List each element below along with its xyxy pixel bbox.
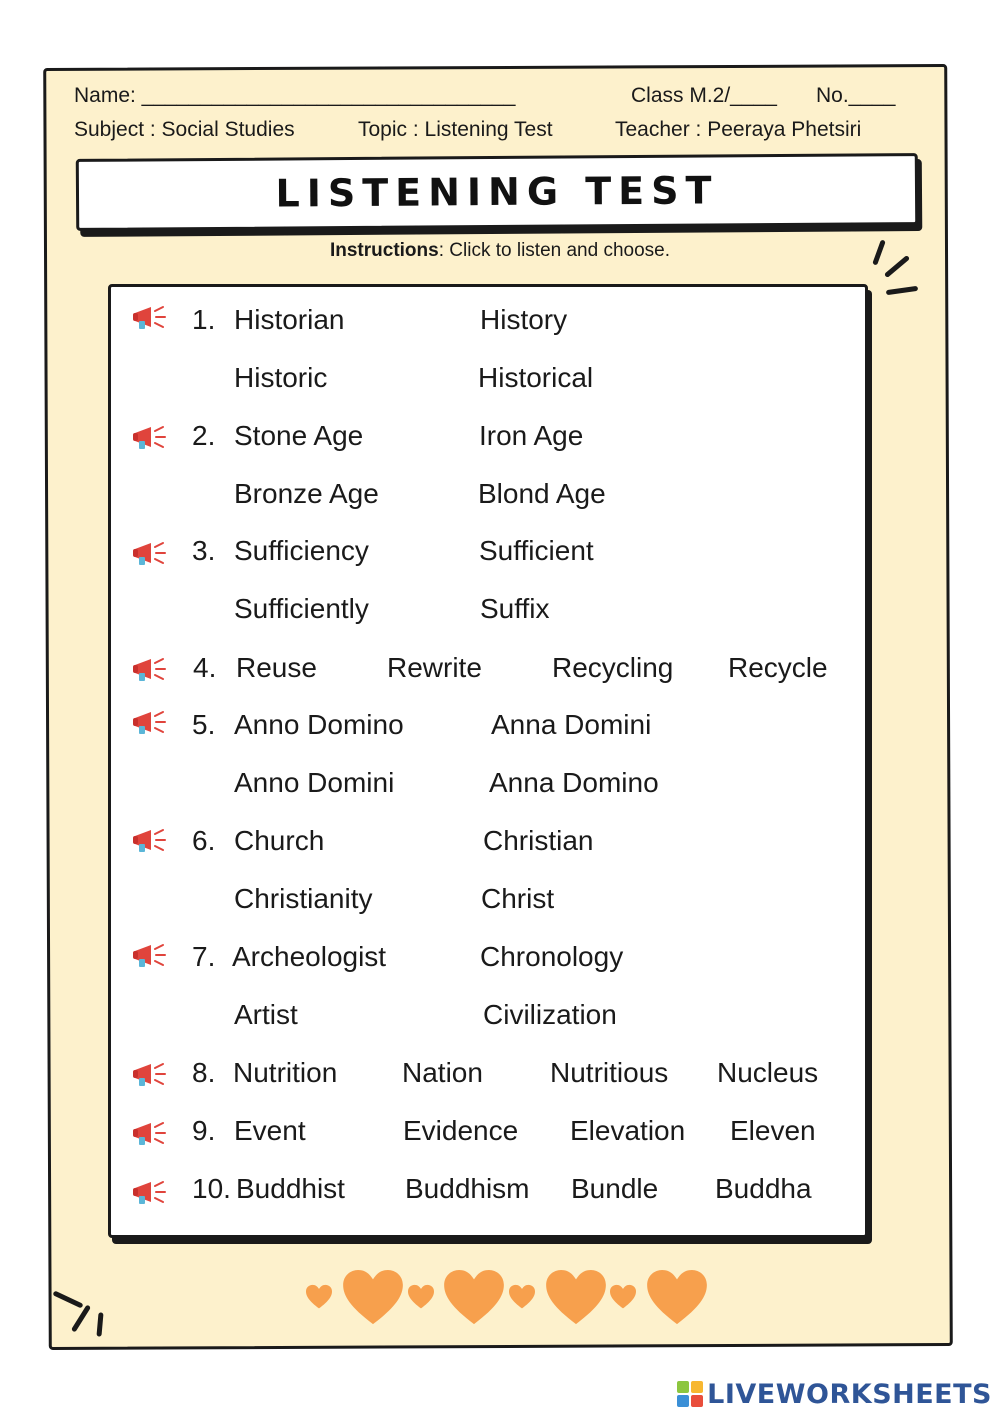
question-number: 1.	[192, 304, 216, 335]
instructions-heading: Instructions	[329, 240, 439, 261]
answer-option[interactable]: Sufficient	[479, 535, 594, 566]
answer-option[interactable]: Artist	[234, 999, 298, 1030]
number-field-label: No.____	[816, 84, 896, 107]
answer-option[interactable]: Chronology	[480, 941, 624, 972]
teacher-label: Teacher : Peeraya Phetsiri	[615, 118, 862, 141]
question-number: 3.	[192, 535, 216, 566]
answer-option[interactable]: Sufficiency	[234, 535, 369, 566]
answer-option[interactable]: Stone Age	[234, 420, 364, 451]
answer-option[interactable]: Nutritious	[550, 1057, 669, 1088]
question-row-10	[0, 1169, 1000, 1209]
heart-icon	[408, 1284, 434, 1310]
question-row-1b	[0, 358, 1000, 398]
answer-option[interactable]: Sufficiently	[234, 593, 369, 624]
brand-logo-icon	[677, 1381, 703, 1407]
answer-option[interactable]: Buddhism	[405, 1173, 530, 1204]
answer-option[interactable]: Anna Domino	[489, 767, 659, 798]
answer-option[interactable]: Church	[234, 825, 325, 856]
answer-option[interactable]: Elevation	[570, 1115, 686, 1146]
question-number: 4.	[193, 652, 217, 683]
answer-option[interactable]: Reuse	[236, 652, 317, 683]
question-row-6	[0, 821, 1000, 861]
hearts-decoration	[0, 1264, 1000, 1334]
question-row-4	[0, 648, 1000, 688]
question-row-2b	[0, 474, 1000, 514]
heart-icon	[444, 1270, 504, 1326]
answer-option[interactable]: Anno Domini	[234, 767, 395, 798]
question-row-2	[0, 416, 1000, 456]
heart-icon	[546, 1270, 606, 1326]
answer-option[interactable]: Historic	[234, 362, 328, 393]
instructions	[0, 240, 1000, 262]
question-row-1	[0, 300, 1000, 340]
heart-icon	[306, 1284, 332, 1310]
question-row-8	[0, 1053, 1000, 1093]
answer-option[interactable]: Nucleus	[717, 1057, 819, 1088]
answer-option[interactable]: Recycle	[728, 652, 828, 683]
question-number: 7.	[192, 941, 216, 972]
question-row-7	[0, 937, 1000, 977]
question-row-3b	[0, 589, 1000, 629]
answer-option[interactable]: History	[480, 304, 568, 335]
answer-option[interactable]: Blond Age	[478, 478, 606, 509]
answer-option[interactable]: Anno Domino	[234, 709, 404, 740]
question-number: 2.	[192, 420, 216, 451]
answer-option[interactable]: Bundle	[571, 1173, 659, 1204]
topic-label: Topic : Listening Test	[358, 118, 553, 141]
heart-icon	[509, 1284, 535, 1310]
instructions-text: : Click to listen and choose.	[438, 240, 671, 261]
question-number: 6.	[192, 825, 216, 856]
question-row-5b	[0, 763, 1000, 803]
question-row-3	[0, 531, 1000, 571]
question-number: 5.	[192, 709, 216, 740]
answer-option[interactable]: Christian	[483, 825, 594, 856]
answer-option[interactable]: Civilization	[483, 999, 617, 1030]
answer-option[interactable]: Evidence	[403, 1115, 519, 1146]
brand-name: LIVEWORKSHEETS	[707, 1378, 992, 1410]
answer-option[interactable]: Christ	[481, 883, 555, 914]
answer-option[interactable]: Suffix	[480, 593, 550, 624]
name-field-label: Name: ________________________________	[74, 84, 516, 107]
answer-option[interactable]: Archeologist	[232, 941, 387, 972]
question-number: 10.	[192, 1173, 231, 1204]
page-title: LISTENING TEST	[275, 168, 719, 216]
question-row-7b	[0, 995, 1000, 1035]
answer-option[interactable]: Nation	[402, 1057, 483, 1088]
question-number: 9.	[192, 1115, 216, 1146]
question-row-6b	[0, 879, 1000, 919]
answer-option[interactable]: Bronze Age	[234, 478, 379, 509]
heart-icon	[610, 1284, 636, 1310]
heart-icon	[343, 1270, 403, 1326]
heart-icon	[647, 1270, 707, 1326]
answer-option[interactable]: Rewrite	[387, 652, 482, 683]
answer-option[interactable]: Iron Age	[479, 420, 584, 451]
brand-watermark	[677, 1378, 992, 1410]
question-row-9	[0, 1111, 1000, 1151]
answer-option[interactable]: Historian	[234, 304, 345, 335]
answer-option[interactable]: Event	[234, 1115, 306, 1146]
answer-option[interactable]: Christianity	[234, 883, 373, 914]
answer-option[interactable]: Nutrition	[233, 1057, 338, 1088]
title-banner	[76, 153, 918, 231]
answer-option[interactable]: Eleven	[730, 1115, 816, 1146]
answer-option[interactable]: Anna Domini	[491, 709, 652, 740]
answer-option[interactable]: Historical	[478, 362, 594, 393]
answer-option[interactable]: Buddha	[715, 1173, 812, 1204]
class-field-label: Class M.2/____	[631, 84, 777, 107]
subject-label: Subject : Social Studies	[74, 118, 295, 141]
answer-option[interactable]: Buddhist	[236, 1173, 345, 1204]
question-number: 8.	[192, 1057, 216, 1088]
answer-option[interactable]: Recycling	[552, 652, 674, 683]
question-row-5	[0, 705, 1000, 745]
